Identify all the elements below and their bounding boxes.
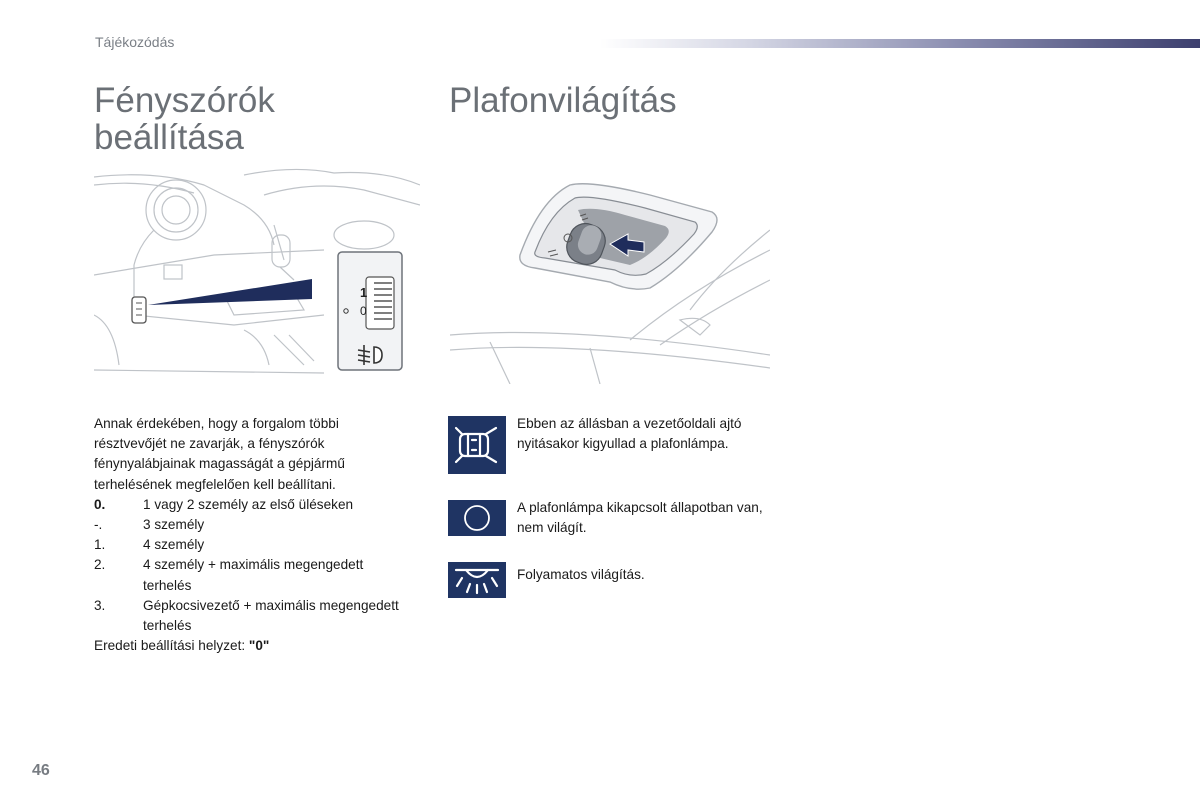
list-text: 4 személy + maximális megengedett terhelés (143, 557, 364, 593)
knob-label-one: 1 (360, 285, 368, 300)
light-on-text: Folyamatos világítás. (517, 567, 645, 582)
list-text: Gépkocsivezető + maximális megengedett terhelés (143, 597, 399, 634)
list-item (94, 535, 414, 555)
default-value: "0" (248, 638, 270, 654)
list-item (94, 555, 414, 595)
page-number: 46 (32, 762, 50, 779)
light-on-icon (448, 562, 506, 598)
door-courtesy-light-icon (448, 416, 506, 474)
section-label: Tájékozódás (95, 34, 175, 50)
default-setting (94, 636, 414, 656)
header-accent-bar (600, 39, 1200, 48)
default-label: Eredeti beállítási helyzet: (94, 638, 249, 654)
list-item (94, 515, 414, 535)
courtesy-light-illustration (450, 170, 770, 384)
courtesy-light-title: Plafonvilágítás (449, 81, 677, 120)
knob-label-zero: 0 (360, 304, 367, 318)
list-number: 0. (94, 496, 106, 512)
light-off-text: A plafonlámpa kikapcsolt állapotban van, nem világít. (517, 500, 763, 536)
list-number: 2. (94, 557, 106, 573)
light-off-icon (448, 500, 506, 536)
headlamp-knob-illustration (94, 165, 420, 383)
list-item (94, 596, 414, 636)
headlamp-adjustment-title: Fényszórók beállítása (94, 81, 275, 157)
list-text: 3 személy (143, 517, 205, 533)
list-item (94, 495, 414, 515)
list-number: -. (94, 517, 103, 533)
intro-paragraph: Annak érdekében, hogy a forgalom többi résztvevőjét ne zavarják, a fényszórók fénynyalábjainak magasságát a gépjármű terhelésének megfelelően kell beállítani. (94, 416, 345, 492)
list-number: 1. (94, 537, 106, 553)
headlamp-adjustment-text (94, 414, 414, 656)
list-text: 4 személy (143, 537, 205, 553)
door-courtesy-light-text: Ebben az állásban a vezetőoldali ajtó nyitásakor kigyullad a plafonlámpa. (517, 416, 742, 452)
list-text: 1 vagy 2 személy az első üléseken (143, 496, 354, 512)
list-number: 3. (94, 597, 106, 613)
